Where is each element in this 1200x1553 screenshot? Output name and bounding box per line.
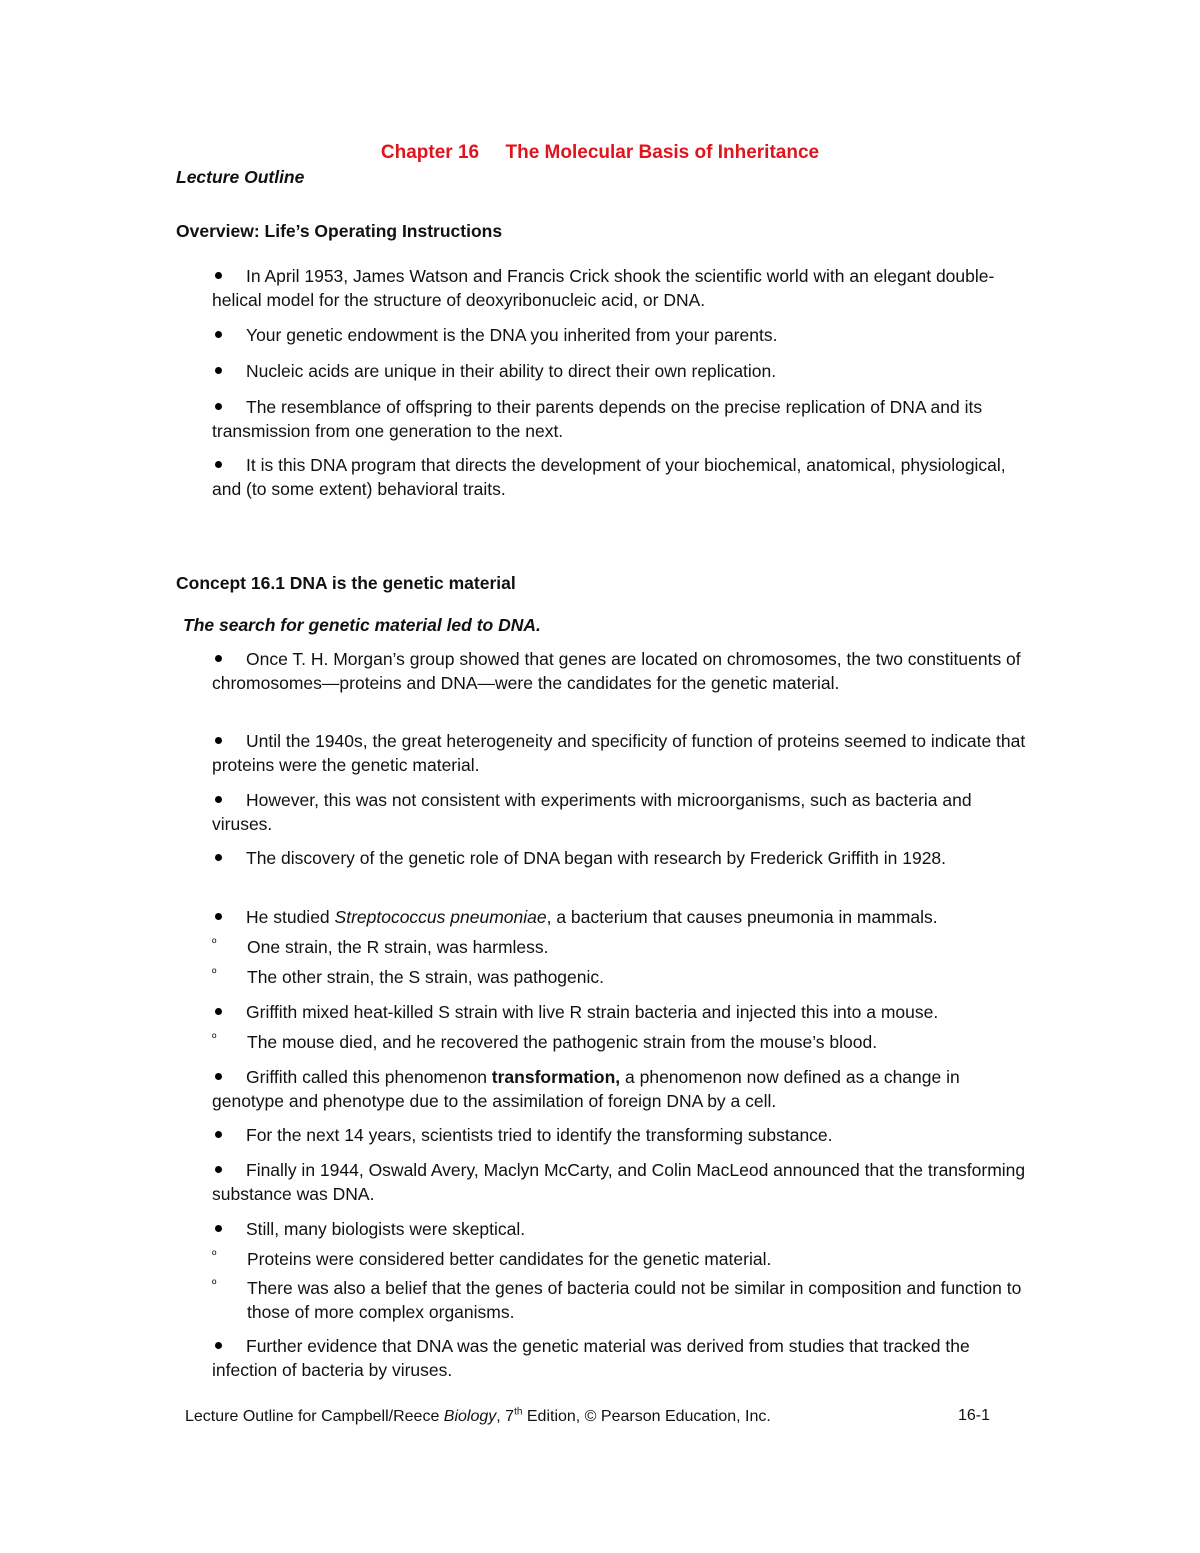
bullet-icon	[212, 1001, 246, 1025]
list-item: Once T. H. Morgan’s group showed that genes are located on chromosomes, the two constituents of chromosomes—proteins and DNA—were the candidates for the genetic material.	[212, 649, 1021, 693]
bullet-icon	[212, 324, 246, 348]
bullet-icon	[212, 1335, 246, 1359]
key-term: transformation,	[491, 1067, 621, 1087]
list-item: Nucleic acids are unique in their ability to direct their own replication.	[212, 360, 1027, 384]
concept-subheading: The search for genetic material led to DNA.	[183, 615, 541, 635]
list-item: Further evidence that DNA was the genetic material was derived from studies that tracked the infection of bacteria by viruses.	[212, 1336, 970, 1380]
sub-list-item: º One strain, the R strain, was harmless.	[212, 936, 1027, 960]
sub-list-item: º The mouse died, and he recovered the pathogenic strain from the mouse’s blood.	[212, 1031, 1027, 1055]
bullet-icon	[212, 906, 246, 930]
list-item: In April 1953, James Watson and Francis Crick shook the scientific world with an elegant double-helical model for the structure of deoxyribonucleic acid, or DNA.	[212, 266, 995, 310]
overview-heading: Overview: Life’s Operating Instructions	[176, 221, 503, 241]
bullet-icon	[212, 454, 246, 478]
lecture-outline-subtitle: Lecture Outline	[176, 167, 305, 187]
page-footer	[185, 1407, 990, 1426]
sub-list-item: º Proteins were considered better candidates for the genetic material.	[212, 1248, 1027, 1272]
list-item: However, this was not consistent with experiments with microorganisms, such as bacteria and viruses.	[212, 790, 972, 834]
concept-heading: Concept 16.1 DNA is the genetic material	[176, 573, 516, 593]
list-item: It is this DNA program that directs the development of your biochemical, anatomical, physiological, and (to some extent) behavioral traits.	[212, 455, 1006, 499]
sub-list-item: º The other strain, the S strain, was pathogenic.	[212, 966, 1027, 990]
bullet-icon	[212, 360, 246, 384]
list-item: Your genetic endowment is the DNA you inherited from your parents.	[212, 324, 1027, 348]
bullet-icon	[212, 396, 246, 420]
list-item: Until the 1940s, the great heterogeneity and specificity of function of proteins seemed to indicate that proteins were the genetic material.	[212, 731, 1026, 775]
list-item: Griffith mixed heat-killed S strain with live R strain bacteria and injected this into a mouse.	[212, 1001, 1027, 1025]
sub-bullet-icon: º	[212, 966, 217, 980]
bullet-icon	[212, 1124, 246, 1148]
bullet-icon	[212, 730, 246, 754]
footer-text: Lecture Outline for Campbell/Reece Biology, 7th Edition, © Pearson Education, Inc.	[185, 1407, 771, 1426]
list-item: Finally in 1944, Oswald Avery, Maclyn McCarty, and Colin MacLeod announced that the transforming substance was DNA.	[212, 1160, 1026, 1204]
bullet-icon	[212, 265, 246, 289]
bullet-icon	[212, 1218, 246, 1242]
sub-bullet-icon: º	[212, 1031, 217, 1045]
species-name: Streptococcus pneumoniae	[334, 907, 547, 927]
chapter-title	[0, 142, 1200, 164]
list-item: He studied Streptococcus pneumoniae, a bacterium that causes pneumonia in mammals.	[212, 906, 1027, 930]
bullet-icon	[212, 648, 246, 672]
bullet-icon	[212, 789, 246, 813]
page-number: 16-1	[957, 1407, 990, 1424]
list-item: Griffith called this phenomenon transformation, a phenomenon now defined as a change in genotype and phenotype due to the assimilation of foreign DNA by a cell.	[212, 1067, 960, 1111]
bullet-icon	[212, 847, 246, 871]
sub-bullet-icon: º	[212, 936, 217, 950]
list-item: For the next 14 years, scientists tried to identify the transforming substance.	[212, 1124, 1027, 1148]
list-item: Still, many biologists were skeptical.	[212, 1218, 1027, 1242]
bullet-icon	[212, 1159, 246, 1183]
sub-bullet-icon: º	[212, 1248, 217, 1262]
sub-list-item: º There was also a belief that the genes of bacteria could not be similar in composition and function to those of more complex organisms.	[212, 1277, 1027, 1324]
book-title: Biology	[443, 1408, 497, 1426]
chapter-number: Chapter 16	[380, 142, 480, 163]
sub-bullet-icon: º	[212, 1277, 217, 1291]
bullet-icon	[212, 1066, 246, 1090]
list-item: The resemblance of offspring to their parents depends on the precise replication of DNA and its transmission from one generation to the next.	[212, 397, 983, 441]
list-item: The discovery of the genetic role of DNA began with research by Frederick Griffith in 1928.	[212, 847, 1027, 871]
chapter-name: The Molecular Basis of Inheritance	[505, 142, 820, 163]
